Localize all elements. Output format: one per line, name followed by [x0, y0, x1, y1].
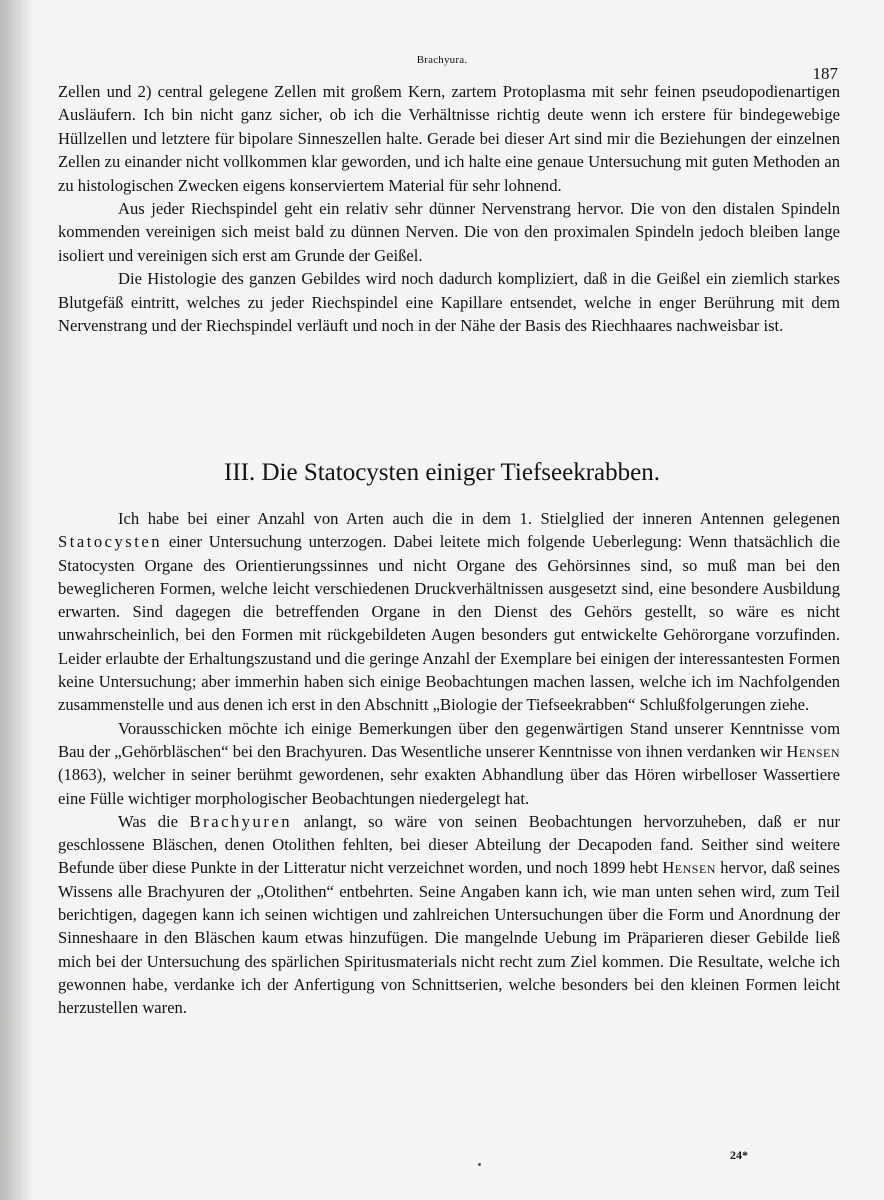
- speck: [478, 1163, 481, 1166]
- spaced-term: Brachyuren: [189, 811, 293, 831]
- signature-mark: 24*: [730, 1148, 748, 1162]
- text-run: hervor, daß seines Wissens alle Brachyuren der „Otolithen“ entbehrten. Seine Angaben kann ich, wie man unten sehen wird, zum Teil berichtigen, dagegen kann ich seinen wichtigen und zahlreichen Untersuchungen über die Form und Anordnung der Sinneshaare in den Bläschen kaum etwas hinzufügen. Die mangelnde Uebung im Präparieren dieser Gebilde ließ mich bei der Untersuchung des spärlichen Spiritusmaterials nicht recht zum Ziel kommen. Die Resultate, welche ich gewonnen habe, verdanke ich der Anfertigung von Schnittserien, welche besonders bei den kleinen Formen leicht herzustellen waren.: [58, 858, 840, 1018]
- text-run: Ich habe bei einer Anzahl von Arten auch die in dem 1. Stielglied der inneren Antennen gelegenen: [118, 509, 840, 528]
- text-run: (1863), welcher in seiner berühmt gewordenen, sehr exakten Abhandlung über das Hören wirbelloser Wassertiere eine Fülle wichtiger morphologischer Beobachtungen niedergelegt hat.: [58, 765, 840, 808]
- page-number: 187: [812, 64, 838, 83]
- paragraph: Zellen und 2) central gelegene Zellen mit großem Kern, zartem Protoplasma mit sehr feinen pseudopodienartigen Ausläufern. Ich bin nicht ganz sicher, ob ich die Verhältnisse richtig deute wenn ich erstere für bindegewebige Hüllzellen und letztere für bipolare Sinneszellen halte. Gerade bei dieser Art sind mir die Beziehungen der einzelnen Zellen zu einander nicht vollkommen klar geworden, und ich halte eine genaue Untersuchung mit guten Methoden an zu histologischen Zwecken eigens konserviertem Material für sehr lohnend.: [58, 82, 840, 195]
- author-name: Hensen: [662, 858, 716, 878]
- section-body: [58, 507, 840, 1020]
- paragraph: [58, 810, 840, 1020]
- running-title: Brachyura.: [416, 54, 468, 66]
- binding-shadow: [0, 0, 34, 1200]
- paragraph: [58, 507, 840, 717]
- text-run: einer Untersuchung unterzogen. Dabei leitete mich folgende Ueberlegung: Wenn thatsächlich die Statocysten Organe des Orientierungssinnes und nicht Organe des Gehörsinnes sind, so muß man bei den beweglicheren Formen, welche leicht verschiedenen Druckverhältnissen ausgesetzt sind, eine besondere Ausbildung erwarten. Sind dagegen die betreffenden Organe in den Dienst des Gehörs gestellt, so wäre es nicht unwahrscheinlich, bei den Formen mit rückgebildeten Augen besonders gut entwickelte Gehörorgane vorzufinden. Leider erlaubte der Erhaltungszustand und die geringe Anzahl der Exemplare bei einigen der interessantesten Formen keine Untersuchung; aber immerhin haben sich einige Beobachtungen machen lassen, welche ich im Nachfolgenden zusammenstelle und aus denen ich erst in den Abschnitt „Biologie der Tiefseekrabben“ Schlußfolgerungen ziehe.: [58, 532, 840, 715]
- continued-text: [58, 80, 840, 337]
- paragraph: [58, 717, 840, 810]
- spaced-term: Statocysten: [58, 532, 163, 552]
- text-run: Vorausschicken möchte ich einige Bemerkungen über den gegenwärtigen Stand unserer Kenntnisse vom Bau der „Gehörbläschen“ bei den Brachyuren. Das Wesentliche unserer Kenntnisse von ihnen verdanken wir: [58, 718, 840, 761]
- section-heading: III. Die Statocysten einiger Tiefseekrabben.: [224, 459, 660, 486]
- text-run: Was die: [118, 811, 179, 831]
- text-run: anlangt, so wäre von seinen Beobachtungen hervorzuheben, daß er nur geschlossene Bläschen, denen Otolithen fehlten, bei dieser Abteilung der Decapoden fand. Seither sind weitere Befunde über diese Punkte in der Litteratur nicht verzeichnet worden, und noch 1899 hebt: [58, 811, 841, 878]
- paragraph: Die Histologie des ganzen Gebildes wird noch dadurch kompliziert, daß in die Geißel ein ziemlich starkes Blutgefäß eintritt, welches zu jeder Riechspindel eine Kapillare entsendet, welche in enger Berührung mit dem Nervenstrang und der Riechspindel verläuft und noch in der Nähe der Basis des Riechhaares nachweisbar ist.: [58, 269, 840, 336]
- paragraph: Aus jeder Riechspindel geht ein relativ sehr dünner Nervenstrang hervor. Die von den distalen Spindeln kommenden vereinigen sich meist bald zu dünnen Nerven. Die von den proximalen Spindeln jedoch bleiben lange isoliert und vereinigen sich erst am Grunde der Geißel.: [58, 199, 840, 265]
- author-name: Hensen: [786, 741, 840, 761]
